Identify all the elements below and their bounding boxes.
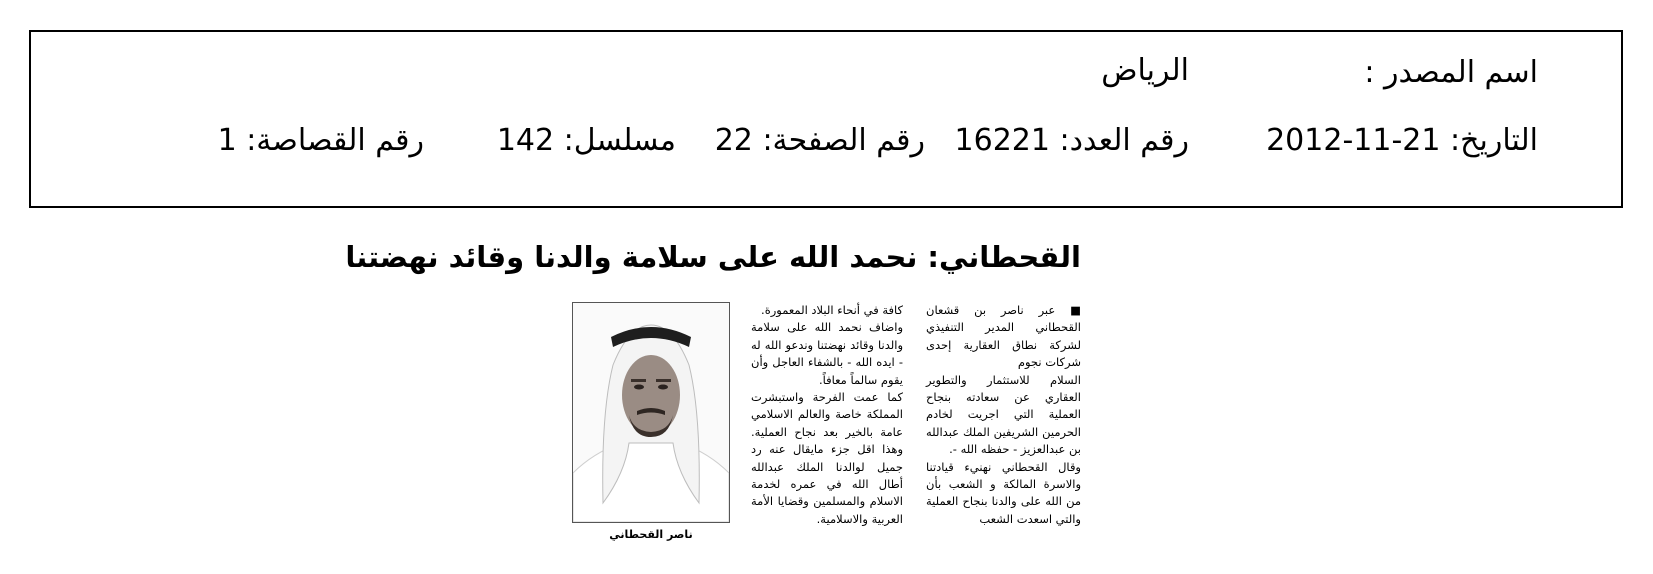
page-number: رقم الصفحة: 22 <box>714 123 925 158</box>
newspaper-clipping <box>345 234 1081 569</box>
column1-paragraph: السلام للاستثمار والتطوير العقاري عن سعادته بنجاح العملية التي اجريت لخادم الحرمين الشريفين الملك عبدالله بن عبدالعزيز - حفظه الله -. <box>926 372 1081 457</box>
column2-paragraph: واضاف نحمد الله على سلامة والدنا وقائد نهضتنا وندعو الله له - ايده الله - بالشفاء العاجل وأن يقوم سالماً معافاً. <box>751 320 903 387</box>
portrait-image <box>573 303 729 522</box>
photo-caption: ناصر القحطاني <box>609 528 693 541</box>
article-column-1 <box>926 302 1081 528</box>
clipping-number: رقم القصاصة: 1 <box>217 123 424 158</box>
portrait-photo <box>572 302 730 523</box>
source-value: الرياض <box>1101 53 1189 88</box>
serial-number: مسلسل: 142 <box>496 123 676 158</box>
source-label: اسم المصدر : <box>1364 55 1538 90</box>
issue-number: رقم العدد: 16221 <box>954 123 1189 158</box>
column2-paragraph: كما عمت الفرحة واستبشرت المملكة خاصة والعالم الاسلامي عامة بالخير بعد نجاح العملية. وهذا اقل جزء مايقال عنه رد جميل لوالدنا الملك عبدالله أطال الله في عمره لخدمة الاسلام والمسلمين وقضايا الأمة العربية والاسلامية. <box>751 390 903 526</box>
article-headline: القحطاني: نحمد الله على سلامة والدنا وقائد نهضتنا <box>345 240 1081 274</box>
clipping-header-box <box>29 30 1623 208</box>
column1-paragraph: ■ عبر ناصر بن قشعان القحطاني المدير التنفيذي لشركة نطاق العقارية إحدى شركات نجوم <box>926 303 1081 370</box>
date-field: التاريخ: 21-11-2012 <box>1266 123 1538 158</box>
column2-paragraph: كافة في أنحاء البلاد المعمورة. <box>761 303 903 317</box>
column1-paragraph: وقال القحطاني نهنيء قيادتنا والاسرة المالكة و الشعب بأن من الله على والدنا بنجاح العملية والتي اسعدت الشعب <box>926 459 1081 526</box>
article-column-2 <box>751 302 903 528</box>
